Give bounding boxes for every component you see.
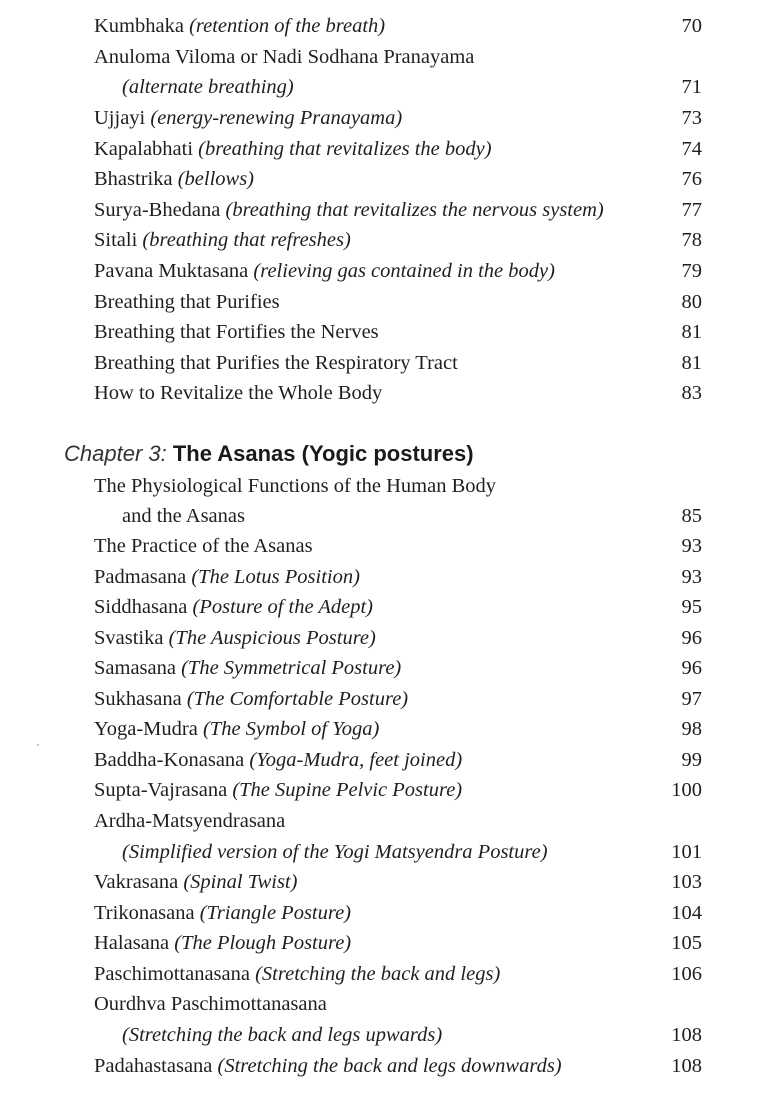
toc-entry-revitalize-whole-body — [0, 378, 780, 408]
page-number: 99 — [681, 749, 702, 771]
page-number: 81 — [681, 321, 702, 343]
page-number: 108 — [671, 1024, 702, 1046]
entry-subtitle: (Spinal Twist) — [183, 871, 298, 893]
toc-entry-paschimottanasana — [0, 959, 780, 989]
entry-title: Kumbhaka — [94, 15, 190, 37]
entry-title: Pavana Muktasana — [94, 260, 254, 282]
toc-entry-ourdhva-paschimottanasana — [0, 989, 780, 1019]
toc-entry-sukhasana — [0, 684, 780, 714]
entry-subtitle: (The Symmetrical Posture) — [181, 657, 402, 679]
toc-entry-fortifies-the-nerves — [0, 317, 780, 347]
entry-subtitle: (Triangle Posture) — [199, 902, 352, 924]
entry-title: Padahastasana — [94, 1055, 218, 1077]
toc-entry-samasana — [0, 653, 780, 683]
toc-entry-svastika — [0, 623, 780, 653]
entry-title: Ujjayi — [94, 107, 151, 129]
entry-subtitle: (The Symbol of Yoga) — [202, 718, 380, 740]
toc-entry-ardha-matsyendrasana-continued — [0, 837, 780, 867]
entry-title: Breathing that Purifies the Respiratory Tract — [94, 352, 458, 374]
entry-subtitle: (breathing that refreshes) — [142, 229, 351, 251]
page-number: 100 — [671, 779, 702, 801]
page-number: 96 — [681, 627, 702, 649]
entry-title: Svastika — [94, 627, 169, 649]
toc-entry-padahastasana — [0, 1051, 780, 1081]
entry-title: Breathing that Fortifies the Nerves — [94, 321, 379, 343]
entry-title: Yoga-Mudra — [94, 718, 203, 740]
toc-entry-bhastrika — [0, 164, 780, 194]
toc-entry-vakrasana — [0, 867, 780, 897]
entry-title: Ourdhva Paschimottanasana — [94, 993, 327, 1015]
page-number: 108 — [671, 1055, 702, 1077]
toc-entry-anuloma-viloma-continued — [0, 72, 780, 102]
toc-entry-trikonasana — [0, 898, 780, 928]
page-number: 105 — [671, 932, 702, 954]
chapter-number: Chapter 3: — [64, 441, 173, 466]
entry-title: Samasana — [94, 657, 182, 679]
toc-entry-physiological-functions — [0, 471, 780, 501]
entry-title: Halasana — [94, 932, 175, 954]
entry-subtitle: (breathing that revitalizes the body) — [198, 138, 492, 160]
entry-subtitle: (breathing that revitalizes the nervous system) — [225, 199, 604, 221]
page-number: 81 — [681, 352, 702, 374]
entry-title: Supta-Vajrasana — [94, 779, 233, 801]
entry-subtitle: (The Lotus Position) — [191, 566, 360, 588]
entry-title: Ardha-Matsyendrasana — [94, 810, 286, 832]
toc-entry-purifies-respiratory-tract — [0, 348, 780, 378]
page-number: 76 — [681, 168, 702, 190]
entry-subtitle: (retention of the breath) — [189, 15, 386, 37]
page-number: 93 — [681, 535, 702, 557]
entry-title: and the Asanas — [122, 505, 245, 527]
entry-title: Siddhasana — [94, 596, 193, 618]
page-number: 96 — [681, 657, 702, 679]
entry-subtitle: (Stretching the back and legs upwards) — [122, 1024, 443, 1046]
entry-title: The Practice of the Asanas — [94, 535, 313, 557]
entry-subtitle: (Yoga-Mudra, feet joined) — [249, 749, 463, 771]
page-number: 93 — [681, 566, 702, 588]
toc-entry-pavana-muktasana — [0, 256, 780, 286]
page-number: 106 — [671, 963, 702, 985]
entry-subtitle: (Simplified version of the Yogi Matsyendra Posture) — [122, 841, 548, 863]
page-number: 98 — [681, 718, 702, 740]
toc-entry-physiological-functions-continued — [0, 501, 780, 531]
chapter-title: The Asanas (Yogic postures) — [172, 441, 474, 466]
toc-entry-practice-of-asanas — [0, 531, 780, 561]
page-number: 101 — [671, 841, 702, 863]
entry-title: Sitali — [94, 229, 143, 251]
entry-subtitle: (Stretching the back and legs) — [255, 963, 501, 985]
toc-entry-yoga-mudra — [0, 714, 780, 744]
entry-title: Bhastrika — [94, 168, 178, 190]
entry-title: Surya-Bhedana — [94, 199, 226, 221]
toc-entry-sitali — [0, 225, 780, 255]
page-number: 73 — [681, 107, 702, 129]
page-number: 95 — [681, 596, 702, 618]
chapter-heading — [64, 437, 474, 471]
toc-entry-anuloma-viloma — [0, 42, 780, 72]
toc-entry-padmasana — [0, 562, 780, 592]
page-number: 97 — [681, 688, 702, 710]
entry-subtitle: (The Plough Posture) — [174, 932, 352, 954]
entry-subtitle: (alternate breathing) — [122, 76, 294, 98]
entry-title: Padmasana — [94, 566, 192, 588]
entry-title: The Physiological Functions of the Human Body — [94, 475, 496, 497]
entry-title: Trikonasana — [94, 902, 200, 924]
entry-subtitle: (bellows) — [177, 168, 254, 190]
toc-entry-supta-vajrasana — [0, 775, 780, 805]
entry-subtitle: (The Supine Pelvic Posture) — [232, 779, 463, 801]
page-number: 85 — [681, 505, 702, 527]
page-number: 70 — [681, 15, 702, 37]
toc-entry-kapalabhati — [0, 134, 780, 164]
entry-title: Anuloma Viloma or Nadi Sodhana Pranayama — [94, 46, 475, 68]
entry-title: Vakrasana — [94, 871, 184, 893]
page-number: 71 — [681, 76, 702, 98]
entry-subtitle: (The Comfortable Posture) — [186, 688, 409, 710]
entry-subtitle: (relieving gas contained in the body) — [253, 260, 555, 282]
toc-entry-halasana — [0, 928, 780, 958]
scan-speck — [37, 744, 39, 746]
entry-subtitle: (energy-renewing Pranayama) — [150, 107, 403, 129]
page-number: 77 — [681, 199, 702, 221]
toc-entry-kumbhaka — [0, 11, 780, 41]
toc-entry-baddha-konasana — [0, 745, 780, 775]
toc-entry-siddhasana — [0, 592, 780, 622]
entry-subtitle: (Stretching the back and legs downwards) — [217, 1055, 562, 1077]
page-number: 78 — [681, 229, 702, 251]
page-number: 104 — [671, 902, 702, 924]
entry-title: Baddha-Konasana — [94, 749, 250, 771]
page-number: 83 — [681, 382, 702, 404]
page-number: 80 — [681, 291, 702, 313]
entry-title: Kapalabhati — [94, 138, 199, 160]
entry-title: Sukhasana — [94, 688, 187, 710]
page-number: 103 — [671, 871, 702, 893]
entry-title: Breathing that Purifies — [94, 291, 280, 313]
toc-entry-surya-bhedana — [0, 195, 780, 225]
entry-subtitle: (Posture of the Adept) — [192, 596, 373, 618]
toc-entry-ourdhva-paschimottanasana-continued — [0, 1020, 780, 1050]
entry-title: Paschimottanasana — [94, 963, 256, 985]
toc-entry-ardha-matsyendrasana — [0, 806, 780, 836]
toc-entry-breathing-that-purifies — [0, 287, 780, 317]
entry-subtitle: (The Auspicious Posture) — [168, 627, 376, 649]
page-number: 74 — [681, 138, 702, 160]
page-number: 79 — [681, 260, 702, 282]
toc-entry-ujjayi — [0, 103, 780, 133]
entry-title: How to Revitalize the Whole Body — [94, 382, 383, 404]
